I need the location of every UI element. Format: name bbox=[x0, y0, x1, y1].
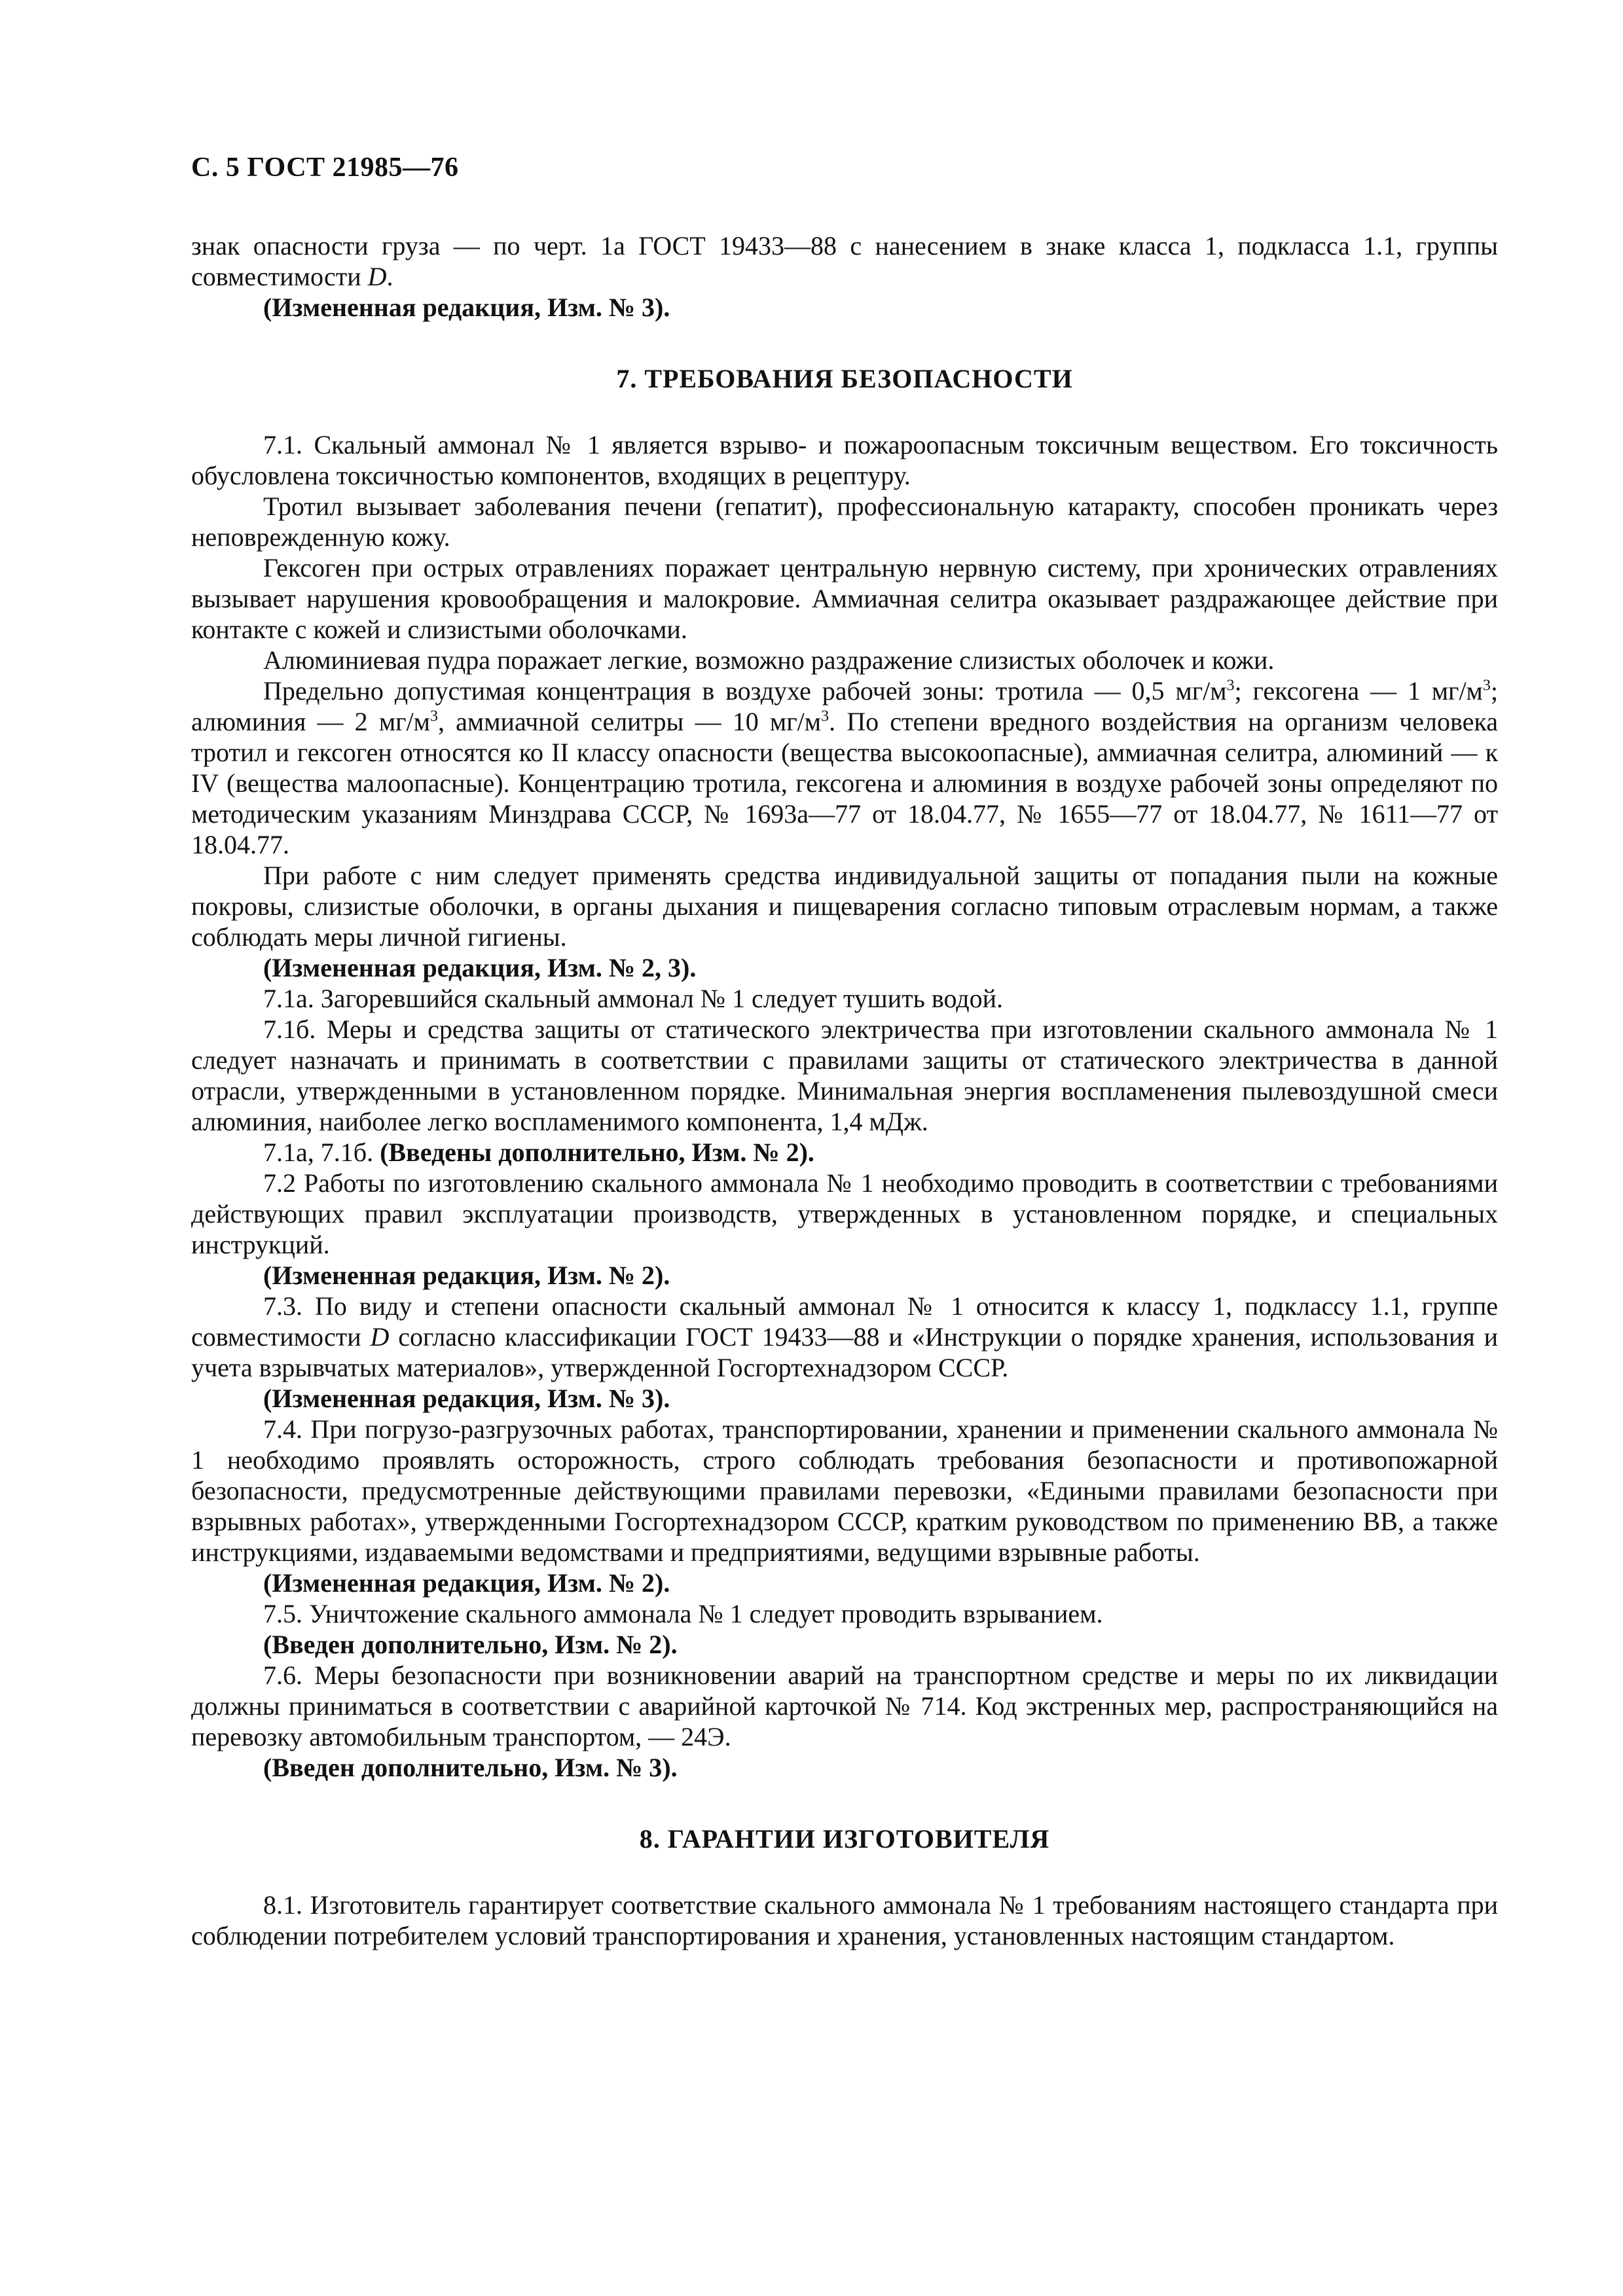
section-7-title: 7. ТРЕБОВАНИЯ БЕЗОПАСНОСТИ bbox=[616, 364, 1073, 393]
amendment-note: (Измененная редакция, Изм. № 2). bbox=[263, 1261, 670, 1290]
amendment-note: (Введен дополнительно, Изм. № 2). bbox=[263, 1630, 678, 1659]
paragraph-hexogen: Гексоген при острых отравлениях поражает центральную нервную систему, при хронических отравлениях вызывает нарушения кровообращения и малокровие. Аммиачная селитра оказывает раздражающее действие при контакте с кожей и слизистыми оболочками. bbox=[191, 553, 1498, 644]
amendment-note: (Измененная редакция, Изм. № 2). bbox=[263, 1568, 670, 1598]
paragraph-7-1: 7.1. Скальный аммонал № 1 является взрыво- и пожароопасным токсичным веществом. Его токсичность обусловлена токсичностью компонентов, входящих в рецептуру. bbox=[191, 430, 1498, 490]
intro-paragraph: знак опасности груза — по черт. 1а ГОСТ 19433—88 с нанесением в знаке класса 1, подкласса 1.1, группы совместимости D. bbox=[191, 231, 1498, 291]
paragraph-7-5: 7.5. Уничтожение скального аммонала № 1 следует проводить взрыванием. bbox=[263, 1599, 1103, 1628]
paragraph-7-4: 7.4. При погрузо-разгрузочных работах, транспортировании, хранении и применении скального аммонала № 1 необходимо проявлять осторожность, строго соблюдать требования безопасности и противопожарной безопасности, предусмотренные действующими правилами перевозки, «Едиными правилами безопасности при взрывных работах», утвержденными Госгортехнадзором СССР, кратким руководством по применению ВВ, а также инструкциями, издаваемыми ведомствами и предприятиями, ведущими взрывные работы. bbox=[191, 1414, 1498, 1567]
paragraph-trotyl: Тротил вызывает заболевания печени (гепатит), профессиональную катаракту, способен проникать через неповрежденную кожу. bbox=[191, 492, 1498, 552]
paragraph-7-2: 7.2 Работы по изготовлению скального аммонала № 1 необходимо проводить в соответствии с требованиями действующих правил эксплуатации производств, утвержденных в установленном порядке, и специальных инструкций. bbox=[191, 1168, 1498, 1259]
paragraph-7-1a-7-1b-note: 7.1а, 7.1б. (Введены дополнительно, Изм. № 2). bbox=[263, 1138, 814, 1167]
section-8-title: 8. ГАРАНТИИ ИЗГОТОВИТЕЛЯ bbox=[639, 1824, 1050, 1854]
amendment-note: (Введен дополнительно, Изм. № 3). bbox=[263, 1753, 678, 1782]
paragraph-aluminium: Алюминиевая пудра поражает легкие, возможно раздражение слизистых оболочек и кожи. bbox=[263, 645, 1275, 675]
paragraph-8-1: 8.1. Изготовитель гарантирует соответствие скального аммонала № 1 требованиям настоящего стандарта при соблюдении потребителем условий транспортирования и хранения, установленных настоящим стандартом. bbox=[191, 1890, 1498, 1950]
amendment-note: (Измененная редакция, Изм. № 3). bbox=[263, 1384, 670, 1413]
paragraph-7-6: 7.6. Меры безопасности при возникновении аварий на транспортном средстве и меры по их ликвидации должны приниматься в соответствии с аварийной карточкой № 714. Код экстренных мер, распространяющийся на перевозку автомобильным транспортом, — 24Э. bbox=[191, 1660, 1498, 1751]
paragraph-concentration: Предельно допустимая концентрация в воздухе рабочей зоны: тротила — 0,5 $мг/м^3$; гексогена — 1 $мг/м^3$; алюминия — 2 $мг/м^3$, аммиачной селитры — 10 $мг/м^3$. По степени вредного воздействия на организм человека тротил и гексоген относятся ко II классу опасности (вещества высокоопасные), аммиачная селитра, алюминий — к IV (вещества малоопасные). Концентрацию тротила, гексогена и алюминия в воздухе рабочей зоны определяют по методическим указаниям Минздрава СССР, № 1693а—77 от 18.04.77, № 1655—77 от 18.04.77, № 1611—77 от 18.04.77. bbox=[191, 676, 1498, 859]
paragraph-7-1a: 7.1а. Загоревшийся скальный аммонал № 1 следует тушить водой. bbox=[263, 984, 1004, 1013]
paragraph-7-3: 7.3. По виду и степени опасности скальный аммонал № 1 относится к классу 1, подклассу 1.1, группе совместимости D согласно классификации ГОСТ 19433—88 и «Инструкции о порядке хранения, использования и учета взрывчатых материалов», утвержденной Госгортехнадзором СССР. bbox=[191, 1291, 1498, 1382]
amendment-note: (Измененная редакция, Изм. № 3). bbox=[263, 293, 670, 322]
amendment-note: (Измененная редакция, Изм. № 2, 3). bbox=[263, 953, 697, 982]
page-header: С. 5 ГОСТ 21985—76 bbox=[191, 152, 459, 183]
document-body bbox=[191, 230, 1498, 1951]
paragraph-protection: При работе с ним следует применять средства индивидуальной защиты от попадания пыли на кожные покровы, слизистые оболочки, в органы дыхания и пищеварения согласно типовым отраслевым нормам, а также соблюдать меры личной гигиены. bbox=[191, 861, 1498, 952]
paragraph-7-1b: 7.1б. Меры и средства защиты от статического электричества при изготовлении скального аммонала № 1 следует назначать и принимать в соответствии с правилами защиты от статического электричества в данной отрасли, утвержденными в установленном порядке. Минимальная энергия воспламенения пылевоздушной смеси алюминия, наиболее легко воспламенимого компонента, 1,4 мДж. bbox=[191, 1014, 1498, 1136]
